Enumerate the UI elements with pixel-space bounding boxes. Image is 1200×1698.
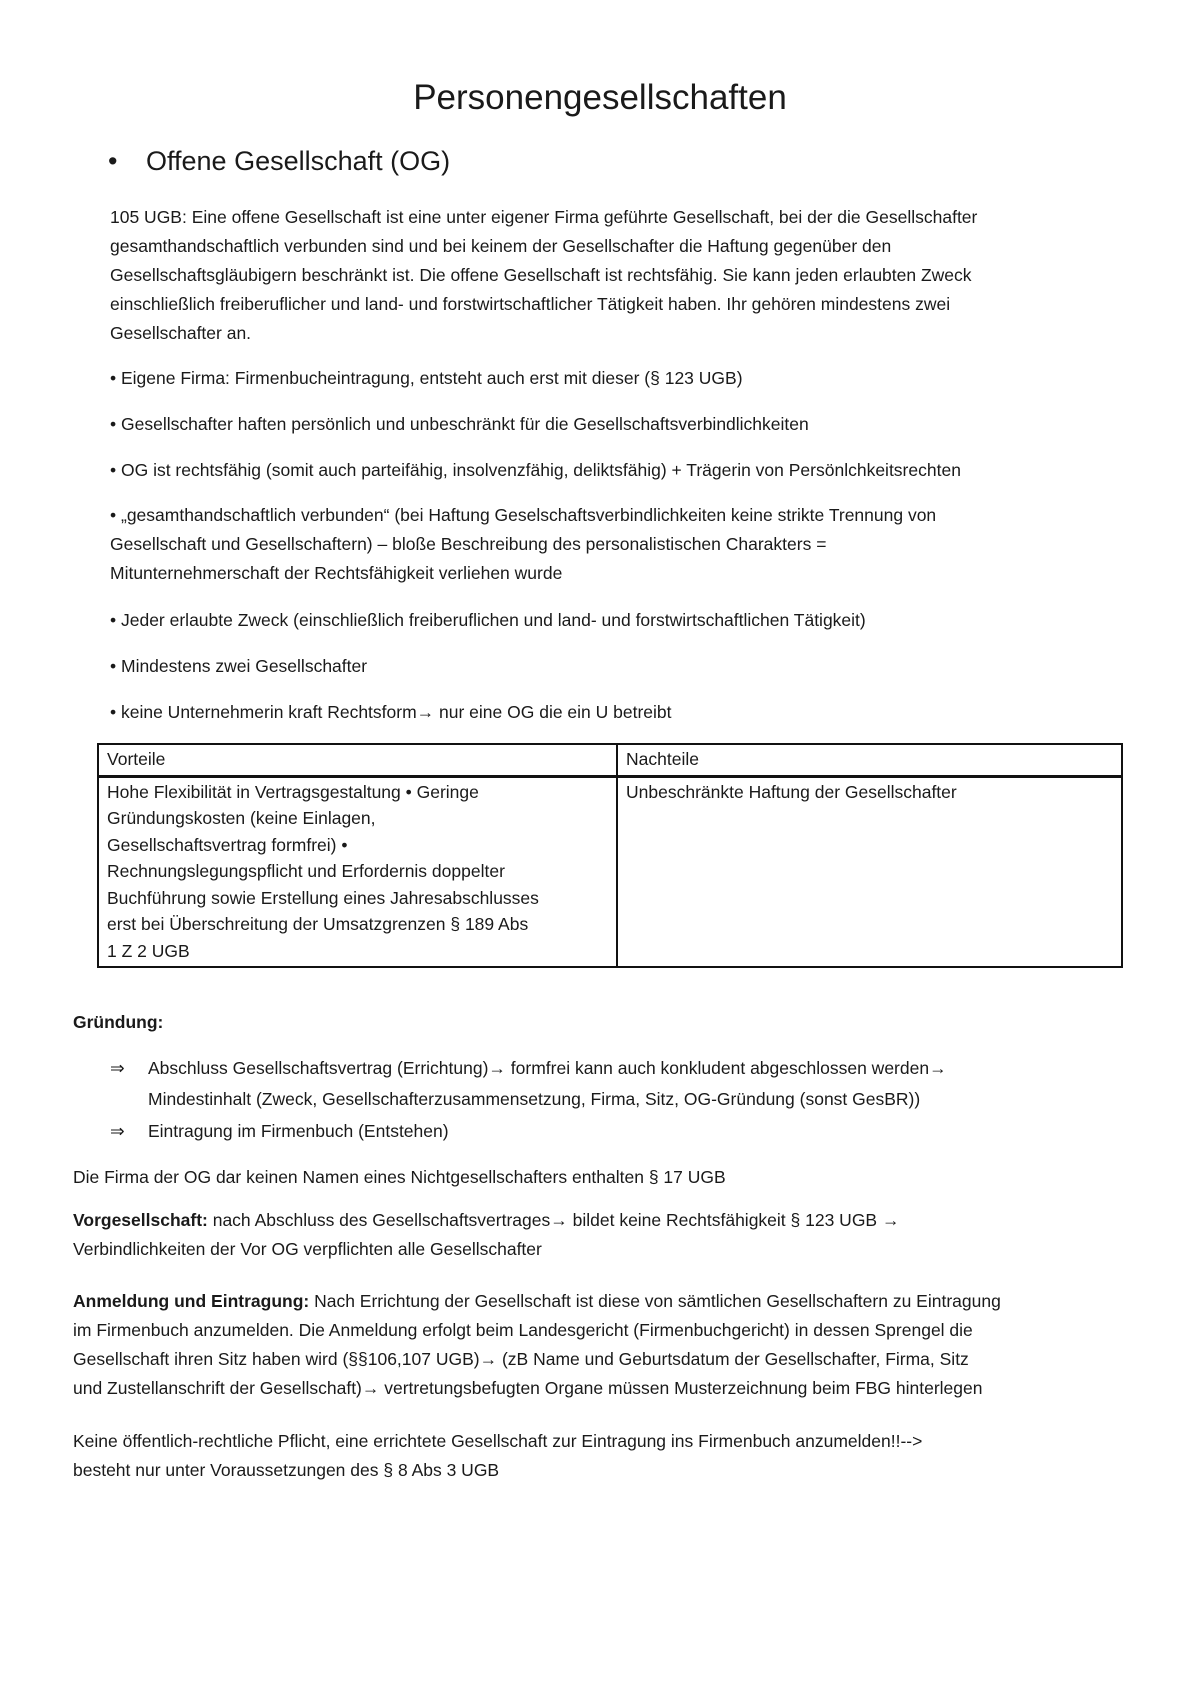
intro-line: einschließlich freiberuflicher und land- und forstwirtschaftlicher Tätigkeit haben. Ihr gehören mindestens zwei <box>110 294 951 314</box>
pros-cons-table <box>97 743 1123 968</box>
anmeldung-line: Gesellschaft ihren Sitz haben wird (§§106,107 UGB)→ (zB Name und Geburtsdatum der Gesellschafter, Firma, Sitz <box>73 1349 969 1369</box>
bullet-item: • OG ist rechtsfähig (somit auch parteifähig, insolvenzfähig, deliktsfähig) + Trägerin von Persönlchkeitsrechten <box>110 460 961 480</box>
vorgesellschaft-paragraph <box>73 1206 1133 1264</box>
intro-line: Gesellschaftsgläubigern beschränkt ist. Die offene Gesellschaft ist rechtsfähig. Sie kann jeden erlaubten Zweck <box>110 265 972 285</box>
anmeldung-line: im Firmenbuch anzumelden. Die Anmeldung erfolgt beim Landesgericht (Firmenbuchgericht) in dessen Sprengel die <box>73 1320 973 1340</box>
header-disadvantages: Nachteile <box>617 744 1122 776</box>
section-heading <box>108 146 450 177</box>
gruendung-label: Gründung: <box>73 1012 164 1032</box>
gruendung-line: Mindestinhalt (Zweck, Gesellschafterzusammensetzung, Firma, Sitz, OG-Gründung (sonst GesBR)) <box>148 1089 921 1109</box>
advantages-line: Gesellschaftsvertrag formfrei) • <box>107 834 348 855</box>
bullet-line: • „gesamthandschaftlich verbunden“ (bei Haftung Geselschaftsverbindlichkeiten keine strikte Trennung von <box>110 505 937 525</box>
gruendung-line: Eintragung im Firmenbuch (Entstehen) <box>148 1121 449 1141</box>
advantages-cell <box>98 776 617 967</box>
header-advantages: Vorteile <box>98 744 617 776</box>
intro-line: 105 UGB: Eine offene Gesellschaft ist eine unter eigener Firma geführte Gesellschaft, bei der die Gesellschafter <box>110 207 978 227</box>
bullet-line: Mitunternehmerschaft der Rechtsfähigkeit verliehen wurde <box>110 563 563 583</box>
gruendung-line: Abschluss Gesellschaftsvertrag (Errichtung)→ formfrei kann auch konkludent abgeschlossen werden→ <box>148 1058 947 1078</box>
keine-pflicht-paragraph <box>73 1427 1153 1485</box>
advantages-line: Buchführung sowie Erstellung eines Jahresabschlusses <box>107 887 539 908</box>
gruendung-item <box>110 1053 1160 1115</box>
bullet-item: • Jeder erlaubte Zweck (einschließlich freiberuflichen und land- und forstwirtschaftlichen Tätigkeit) <box>110 610 866 630</box>
page-title: Personengesellschaften <box>413 78 787 117</box>
advantages-line: Gründungskosten (keine Einlagen, <box>107 808 376 828</box>
bullet-item: • Gesellschafter haften persönlich und unbeschränkt für die Gesellschaftsverbindlichkeiten <box>110 414 809 434</box>
implies-icon: ⇒ <box>110 1121 125 1141</box>
vorgesellschaft-label: Vorgesellschaft: <box>73 1210 208 1230</box>
intro-paragraph <box>110 203 1130 348</box>
bullet-line: Gesellschaft und Gesellschaftern) – bloße Beschreibung des personalistischen Charakters = <box>110 534 827 554</box>
vorgesellschaft-text: nach Abschluss des Gesellschaftsvertrages→ bildet keine Rechtsfähigkeit § 123 UGB → <box>207 1210 900 1230</box>
anmeldung-label: Anmeldung und Eintragung: <box>73 1291 310 1311</box>
advantages-line: 1 Z 2 UGB <box>107 940 190 961</box>
intro-line: gesamthandschaftlich verbunden sind und bei keinem der Gesellschafter die Haftung gegenüber den <box>110 236 892 256</box>
gruendung-item <box>110 1116 1160 1147</box>
disadvantages-cell: Unbeschränkte Haftung der Gesellschafter <box>617 776 1122 967</box>
advantages-line: Rechnungslegungspflicht und Erfordernis doppelter <box>107 861 505 881</box>
heading-bullet: • <box>108 146 118 176</box>
advantages-line: Hohe Flexibilität in Vertragsgestaltung • Geringe <box>107 781 479 802</box>
implies-icon: ⇒ <box>110 1058 125 1078</box>
advantages-line: erst bei Überschreitung der Umsatzgrenzen § 189 Abs <box>107 914 529 934</box>
anmeldung-line: und Zustellanschrift der Gesellschaft)→ vertretungsbefugten Organe müssen Musterzeichnung beim FBG hinterlegen <box>73 1378 983 1398</box>
heading-text: Offene Gesellschaft (OG) <box>146 146 451 176</box>
keine-pflicht-line: besteht nur unter Voraussetzungen des § 8 Abs 3 UGB <box>73 1460 500 1480</box>
bullet-item: • Mindestens zwei Gesellschafter <box>110 656 368 676</box>
intro-line: Gesellschafter an. <box>110 323 252 343</box>
bullet-item: • Eigene Firma: Firmenbucheintragung, entsteht auch erst mit dieser (§ 123 UGB) <box>110 368 743 388</box>
vorgesellschaft-line: Verbindlichkeiten der Vor OG verpflichten alle Gesellschafter <box>73 1239 542 1259</box>
anmeldung-text: Nach Errichtung der Gesellschaft ist diese von sämtlichen Gesellschaftern zu Eintragung <box>309 1291 1001 1311</box>
table-row <box>98 776 1122 967</box>
anmeldung-paragraph <box>73 1287 1153 1403</box>
firma-note: Die Firma der OG dar keinen Namen eines Nichtgesellschafters enthalten § 17 UGB <box>73 1167 726 1187</box>
bullet-item <box>110 501 1130 588</box>
keine-pflicht-line: Keine öffentlich-rechtliche Pflicht, eine errichtete Gesellschaft zur Eintragung ins Firmenbuch anzumelden!!--> <box>73 1431 923 1451</box>
table-header-row <box>98 744 1122 776</box>
bullet-item: • keine Unternehmerin kraft Rechtsform→ nur eine OG die ein U betreibt <box>110 702 672 722</box>
